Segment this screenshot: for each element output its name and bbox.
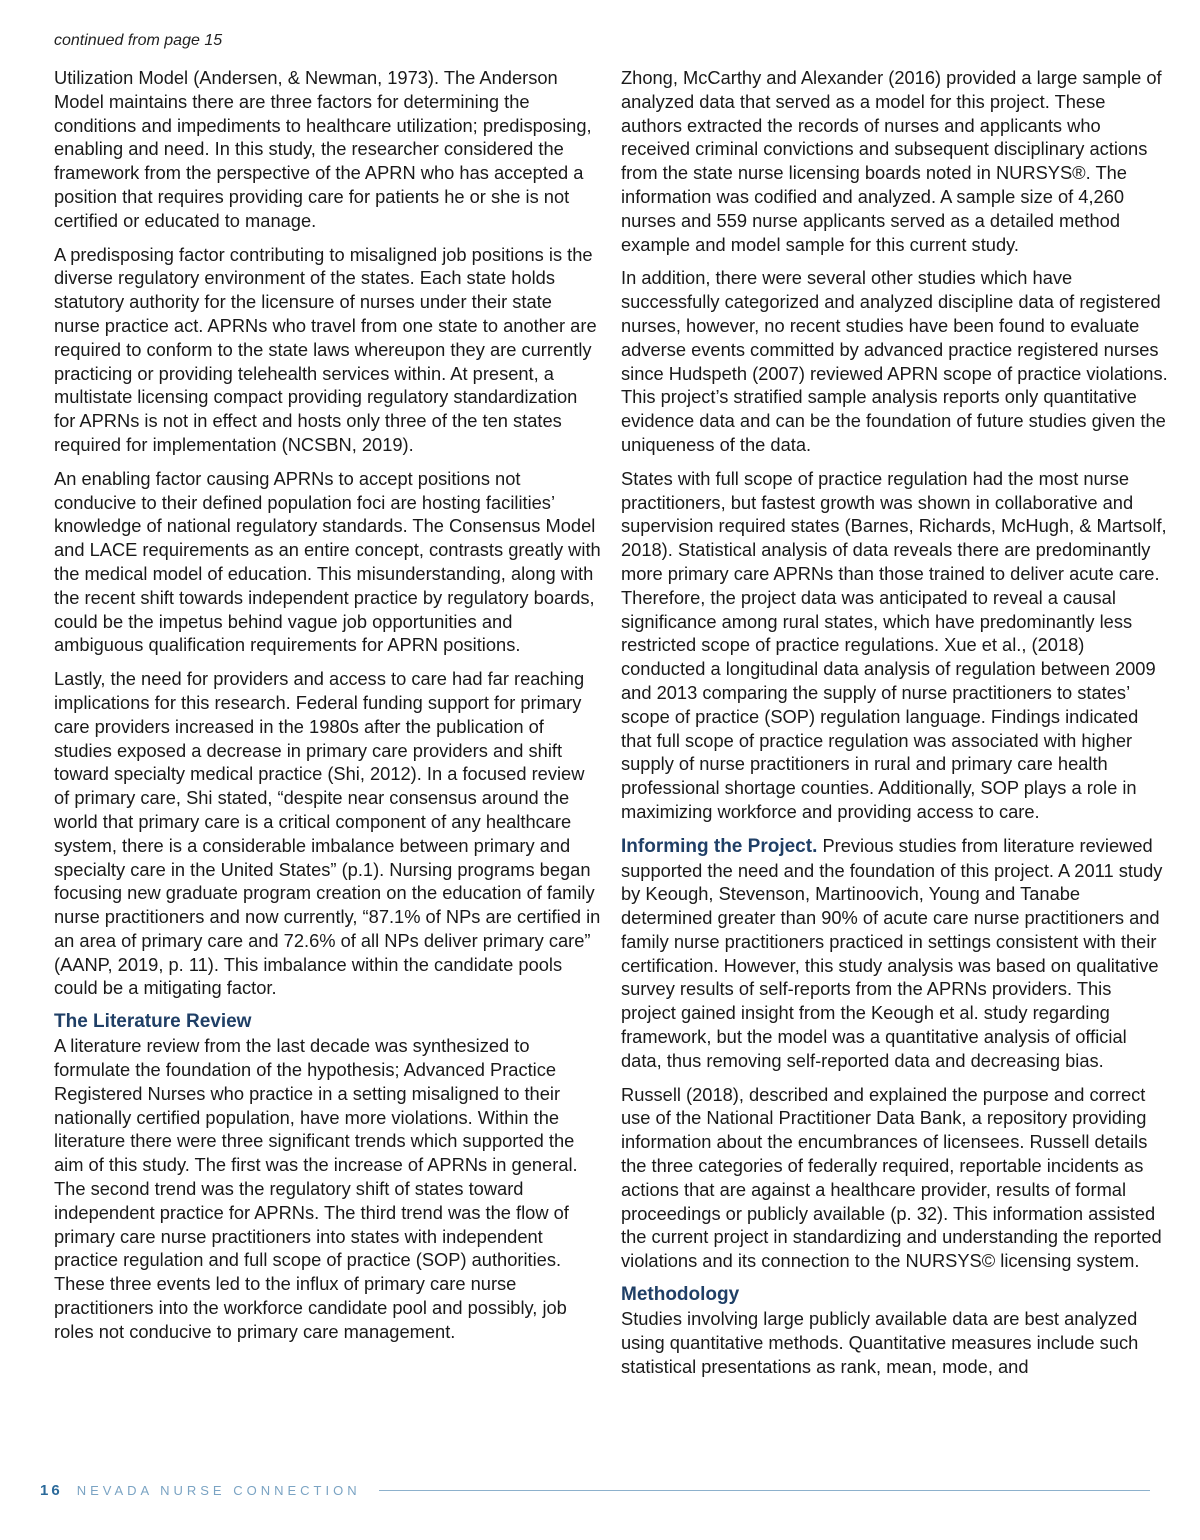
continued-note: continued from page 15 (54, 32, 223, 49)
paragraph: Utilization Model (Andersen, & Newman, 1973). The Anderson Model maintains there are three factors for determining the conditions and impediments to healthcare utilization; predisposing, enabling and need. In this study, the researcher considered the framework from the perspective of the APRN who has accepted a position that requires providing care for patients he or she is not certified or educated to manage. (54, 67, 592, 231)
paragraph: A literature review from the last decade was synthesized to formulate the foundation of the hypothesis; Advanced Practice Registered Nurses who practice in a setting misaligned to their nationally certified population, have more violations. Within the literature there were three significant trends which supported the aim of this study. The first was the increase of APRNs in general. The second trend was the regulatory shift of states toward independent practice for APRNs. The third trend was the flow of primary care nurse practitioners into states with independent practice regulation and full scope of practice (SOP) authorities. These three events led to the influx of primary care nurse practitioners into the workforce candidate pool and possibly, job roles not conducive to primary care management. (54, 1035, 578, 1342)
paragraph: States with full scope of practice regulation had the most nurse practitioners, but fastest growth was shown in collaborative and supervision required states (Barnes, Richards, McHugh, & Martsolf, 2018). Statistical analysis of data reveals there are predominantly more primary care APRNs than those trained to deliver acute care. Therefore, the project data was anticipated to reveal a causal significance among rural states, which have predominantly less restricted scope of practice regulations. Xue et al., (2018) conducted a longitudinal data analysis of regulation between 2009 and 2013 comparing the supply of nurse practitioners to states’ scope of practice (SOP) regulation language. Findings indicated that full scope of practice regulation was associated with higher supply of nurse practitioners in rural and primary care health professional shortage counties. Additionally, SOP plays a role in maximizing workforce and providing access to care. (621, 467, 1167, 822)
publication-name: NEVADA NURSE CONNECTION (76, 1482, 361, 1498)
paragraph: Studies involving large publicly available data are best analyzed using quantitative methods. Quantitative measures include such statistical presentations as rank, mean, mode, and (621, 1308, 1139, 1377)
paragraph-text: Previous studies from literature reviewed supported the need and the foundation of this project. A 2011 study by Keough, Stevenson, Martinoovich, Young and Tanabe determined greater than 90% of acute care nurse practitioners and family nurse practitioners practiced in settings consistent with their certification. However, this study analysis was based on qualitative survey results of self-reports from the APRNs providers. This project gained insight from the Keough et al. study regarding framework, but the model was a quantitative analysis of official data, thus removing self-reported data and decreasing bias. (621, 834, 1163, 1071)
paragraph: A predisposing factor contributing to misaligned job positions is the diverse regulatory environment of the states. Each state holds statutory authority for the licensure of nurses under their state nurse practice act. APRNs who travel from one state to another are required to conform to the state laws whereupon they are currently practicing or providing telehealth services within. At present, a multistate licensing compact providing regulatory standardization for APRNs is not in effect and hosts only three of the ten states required for implementation (NCSBN, 2019). (54, 243, 597, 455)
left-column (54, 66, 602, 1354)
section-heading-methodology: Methodology (621, 1284, 740, 1306)
paragraph-informing (621, 834, 1169, 1073)
footer-rule (379, 1490, 1150, 1491)
page-number: 16 (40, 1481, 63, 1499)
paragraph: An enabling factor causing APRNs to accept positions not conducive to their defined population foci are hosting facilities’ knowledge of national regulatory standards. The Consensus Model and LACE requirements as an entire concept, contrasts greatly with the medical model of education. This misunderstanding, along with the recent shift towards independent practice by regulatory boards, could be the impetus behind vague job opportunities and ambiguous qualification requirements for APRN positions. (54, 467, 601, 656)
inline-heading-informing-the-project: Informing the Project. (621, 835, 818, 857)
paragraph: Zhong, McCarthy and Alexander (2016) provided a large sample of analyzed data that served as a model for this project. These authors extracted the records of nurses and applicants who received criminal convictions and subsequent disciplinary actions from the state nurse licensing boards noted in NURSYS®. The information was codified and analyzed. A sample size of 4,260 nurses and 559 nurse applicants served as a detailed method example and model sample for this current study. (621, 67, 1162, 255)
page-footer (40, 1480, 1150, 1500)
paragraph: In addition, there were several other studies which have successfully categorized and analyzed discipline data of registered nurses, however, no recent studies have been found to evaluate adverse events committed by advanced practice registered nurses since Hudspeth (2007) reviewed APRN scope of practice violations. This project’s stratified sample analysis reports only quantitative evidence data and can be the foundation of future studies given the uniqueness of the data. (621, 267, 1168, 455)
paragraph: Russell (2018), described and explained the purpose and correct use of the National Practitioner Data Bank, a repository providing information about the encumbrances of licensees. Russell details the three categories of federally required, reportable incidents as actions that are against a healthcare provider, results of formal proceedings or publicly available (p. 32). This information assisted the current project in standardizing and understanding the reported violations and its connection to the NURSYS© licensing system. (621, 1083, 1162, 1272)
right-column (621, 66, 1169, 1388)
section-heading-literature-review: The Literature Review (54, 1011, 252, 1033)
paragraph: Lastly, the need for providers and access to care had far reaching implications for this research. Federal funding support for primary care providers increased in the 1980s after the publication of studies exposed a decrease in primary care providers and shift toward specialty medical practice (Shi, 2012). In a focused review of primary care, Shi stated, “despite near consensus around the world that primary care is a critical component of any healthcare system, there is a considerable imbalance between primary and specialty care in the United States” (p.1). Nursing programs began focusing new graduate program creation on the education of family nurse practitioners and now currently, “87.1% of NPs are certified in an area of primary care and 72.6% of all NPs deliver primary care” (AANP, 2019, p. 11). This imbalance within the candidate pools could be a mitigating factor. (54, 668, 601, 999)
